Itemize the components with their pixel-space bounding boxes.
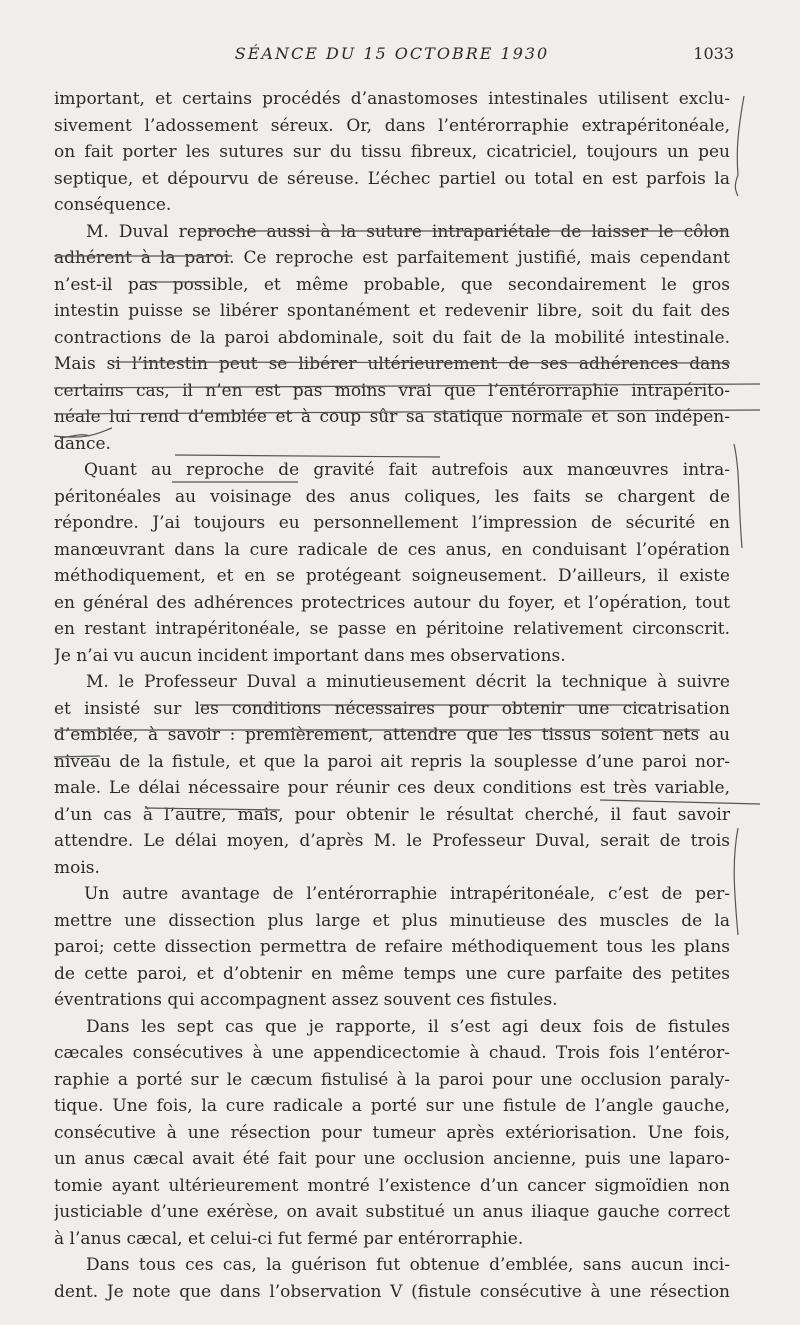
paragraph-6 [54, 1014, 730, 1253]
text-line: répondre. J’ai toujours eu personnellement l’impression de sécurité en [54, 513, 730, 533]
running-head-title: SÉANCE DU 15 OCTOBRE 1930 [234, 44, 550, 63]
paragraph-1 [54, 86, 730, 219]
text-line: Je n’ai vu aucun incident important dans mes observations. [54, 645, 566, 666]
text-line: male. Le délai nécessaire pour réunir ces deux conditions est très variable, [54, 778, 730, 798]
paragraph-4 [54, 669, 730, 881]
text-line: intestin puisse se libérer spontanément et redevenir libre, soit du fait des [54, 301, 730, 321]
text-line: Quant au reproche de gravité fait autrefois aux manœuvres intra- [84, 460, 730, 480]
text-line: méthodiquement, et en se protégeant soigneusement. D’ailleurs, il existe [54, 566, 730, 586]
text-line: paroi; cette dissection permettra de refaire méthodiquement tous les plans [54, 937, 730, 957]
text-line: septique, et dépourvu de séreuse. L’échec partiel ou total en est parfois la [54, 168, 730, 189]
text-line: d’un cas à l’autre, mais, pour obtenir le résultat cherché, il faut savoir [54, 804, 730, 825]
text-line: n’est-il pas possible, et même probable, que secondairement le gros [54, 274, 730, 295]
margin-bracket-1 [735, 96, 744, 196]
text-line: attendre. Le délai moyen, d’après M. le Professeur Duval, serait de trois [54, 831, 730, 851]
text-line: Un autre avantage de l’entérorraphie intrapéritonéale, c’est de per- [84, 884, 730, 904]
text-line: cæcales consécutives à une appendicectomie à chaud. Trois fois l’entéror- [54, 1043, 730, 1063]
text-line: dance. [54, 433, 111, 454]
text-line: manœuvrant dans la cure radicale de ces anus, en conduisant l’opération [54, 539, 730, 560]
text-line: mois. [54, 857, 100, 878]
text-line: dent. Je note que dans l’observation V (fistule consécutive à une résection [54, 1281, 730, 1302]
text-line: contractions de la paroi abdominale, soit du fait de la mobilité intestinale. [54, 327, 730, 348]
text-line: un anus cæcal avait été fait pour une occlusion ancienne, puis une laparo- [54, 1149, 730, 1169]
text-line: en restant intrapéritonéale, se passe en péritoine relativement circonscrit. [54, 619, 730, 639]
text-line: de cette paroi, et d’obtenir en même temps une cure parfaite des petites [54, 963, 730, 984]
text-line: tomie ayant ultérieurement montré l’existence d’un cancer sigmoïdien non [54, 1175, 730, 1196]
text-line: Dans les sept cas que je rapporte, il s’est agi deux fois de fistules [86, 1016, 730, 1037]
text-line: à l’anus cæcal, et celui-ci fut fermé par entérorraphie. [54, 1228, 524, 1249]
text-line: important, et certains procédés d’anastomoses intestinales utilisent exclu- [54, 89, 730, 109]
text-line: on fait porter les sutures sur du tissu fibreux, cicatriciel, toujours un peu [54, 142, 730, 162]
paragraph-2 [54, 219, 730, 458]
text-line: raphie a porté sur le cæcum fistulisé à la paroi pour une occlusion paraly- [54, 1069, 730, 1090]
body-text [54, 86, 730, 1305]
margin-bracket-2 [734, 444, 742, 548]
text-line: péritonéales au voisinage des anus coliques, les faits se chargent de [54, 486, 730, 507]
text-line: adhérent à la paroi. Ce reproche est parfaitement justifié, mais cependant [54, 248, 730, 268]
paragraph-5 [54, 881, 730, 1014]
text-line: en général des adhérences protectrices autour du foyer, et l’opération, tout [54, 592, 730, 613]
text-line: conséquence. [54, 195, 172, 215]
text-line: sivement l’adossement séreux. Or, dans l’entérorraphie extrapéritonéale, [54, 115, 730, 136]
text-line: M. Duval reproche aussi à la suture intrapariétale de laisser le côlon [86, 221, 730, 242]
text-line: M. le Professeur Duval a minutieusement décrit la technique à suivre [86, 672, 730, 692]
text-line: néale lui rend d’emblée et à coup sûr sa statique normale et son indépen- [54, 407, 730, 427]
text-line: Mais si l’intestin peut se libérer ultérieurement de ses adhérences dans [54, 354, 730, 374]
running-head [54, 44, 734, 68]
margin-bracket-3 [734, 828, 738, 935]
text-line: niveau de la fistule, et que la paroi ait repris la souplesse d’une paroi nor- [54, 751, 730, 772]
text-line: éventrations qui accompagnent assez souvent ces fistules. [54, 990, 558, 1010]
paragraph-7 [54, 1252, 730, 1305]
text-line: et insisté sur les conditions nécessaires pour obtenir une cicatrisation [54, 698, 730, 719]
text-line: justiciable d’une exérèse, on avait substitué un anus iliaque gauche correct [54, 1202, 730, 1222]
text-line: certains cas, il n’en est pas moins vrai que l’entérorraphie intrapérito- [54, 380, 730, 401]
paragraph-3 [54, 457, 730, 669]
text-line: tique. Une fois, la cure radicale a porté sur une fistule de l’angle gauche, [54, 1096, 730, 1116]
text-line: d’emblée, à savoir : premièrement, attendre que les tissus soient nets au [54, 725, 730, 745]
text-line: consécutive à une résection pour tumeur après extériorisation. Une fois, [54, 1122, 730, 1143]
text-line: mettre une dissection plus large et plus minutieuse des muscles de la [54, 910, 730, 931]
page-number: 1033 [693, 44, 734, 63]
text-line: Dans tous ces cas, la guérison fut obtenue d’emblée, sans aucun inci- [86, 1255, 730, 1275]
